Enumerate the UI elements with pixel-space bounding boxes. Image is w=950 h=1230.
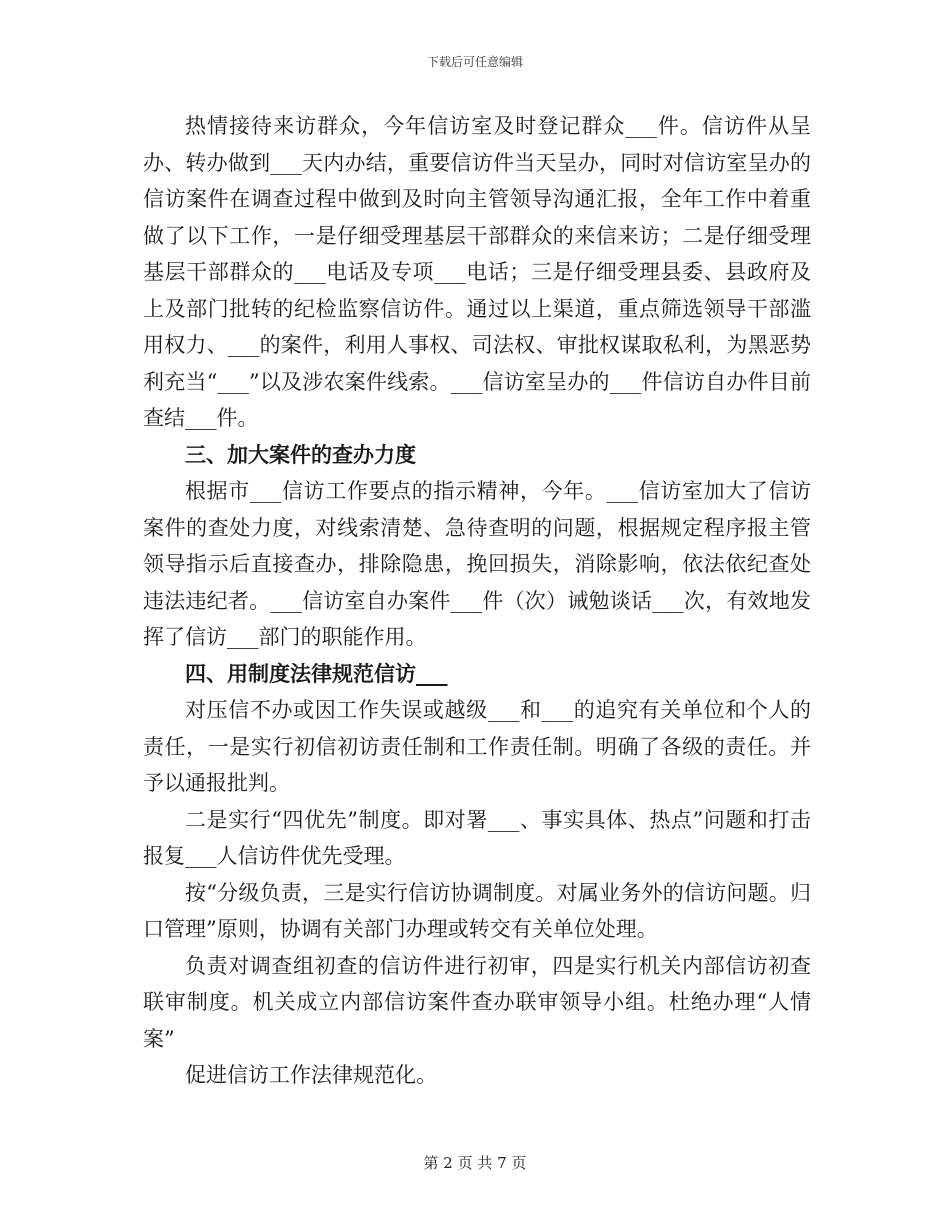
paragraph-case-handling: 根据市___信访工作要点的指示精神，今年。___信访室加大了信访案件的查处力度，对线索清楚、急待查明的问题，根据规定程序报主管领导指示后直接查办，排除隐患，挽回损失，消除影响，依法依纪查处违法违纪者。___信访室自办案件___件（次）诫勉谈话___次，有效地发挥了信访___部门的职能作用。 xyxy=(143,479,811,649)
section-heading-3: 三、加大案件的查办力度 xyxy=(185,441,416,467)
page-header-note: 下载后可任意编辑 xyxy=(426,55,523,69)
paragraph-intake-summary: 热情接待来访群众，今年信访室及时登记群众___件。信访件从呈办、转办做到___天内办结，重要信访件当天呈办，同时对信访室呈办的信访案件在调查过程中做到及时向主管领导沟通汇报，全年工作中着重做了以下工作，一是仔细受理基层干部群众的来信来访；二是仔细受理基层干部群众的___电话及专项___电话；三是仔细受理县委、县政府及上及部门批转的纪检监察信访件。通过以上渠道，重点筛选领导干部滥用权力、___的案件，利用人事权、司法权、审批权谋取私利，为黑恶势利充当“___”以及涉农案件线索。___信访室呈办的___件信访自办件目前查结___件。 xyxy=(143,114,811,430)
paragraph-responsibility: 对压信不办或因工作失误或越级___和___的追究有关单位和个人的责任，一是实行初信初访责任制和工作责任制。明确了各级的责任。并予以通报批判。 xyxy=(143,698,811,795)
page-number: 第 2 页 共 7 页 xyxy=(423,1154,527,1172)
paragraph-four-priorities: 二是实行“四优先”制度。即对署___、事实具体、热点”问题和打击报复___人信访件优先受理。 xyxy=(143,807,811,868)
document-body xyxy=(143,108,811,1094)
paragraph-coordination: 按“分级负责，三是实行信访协调制度。对属业务外的信访问题。归口管理”原则，协调有关部门办理或转交有关单位处理。 xyxy=(143,880,811,941)
paragraph-joint-review: 负责对调查组初查的信访件进行初审，四是实行机关内部信访初查联审制度。机关成立内部信访案件查办联审领导小组。杜绝办理“人情案” xyxy=(143,953,811,1051)
paragraph-conclusion: 促进信访工作法律规范化。 xyxy=(185,1063,437,1087)
section-heading-4: 四、用制度法律规范信访___ xyxy=(185,660,448,686)
